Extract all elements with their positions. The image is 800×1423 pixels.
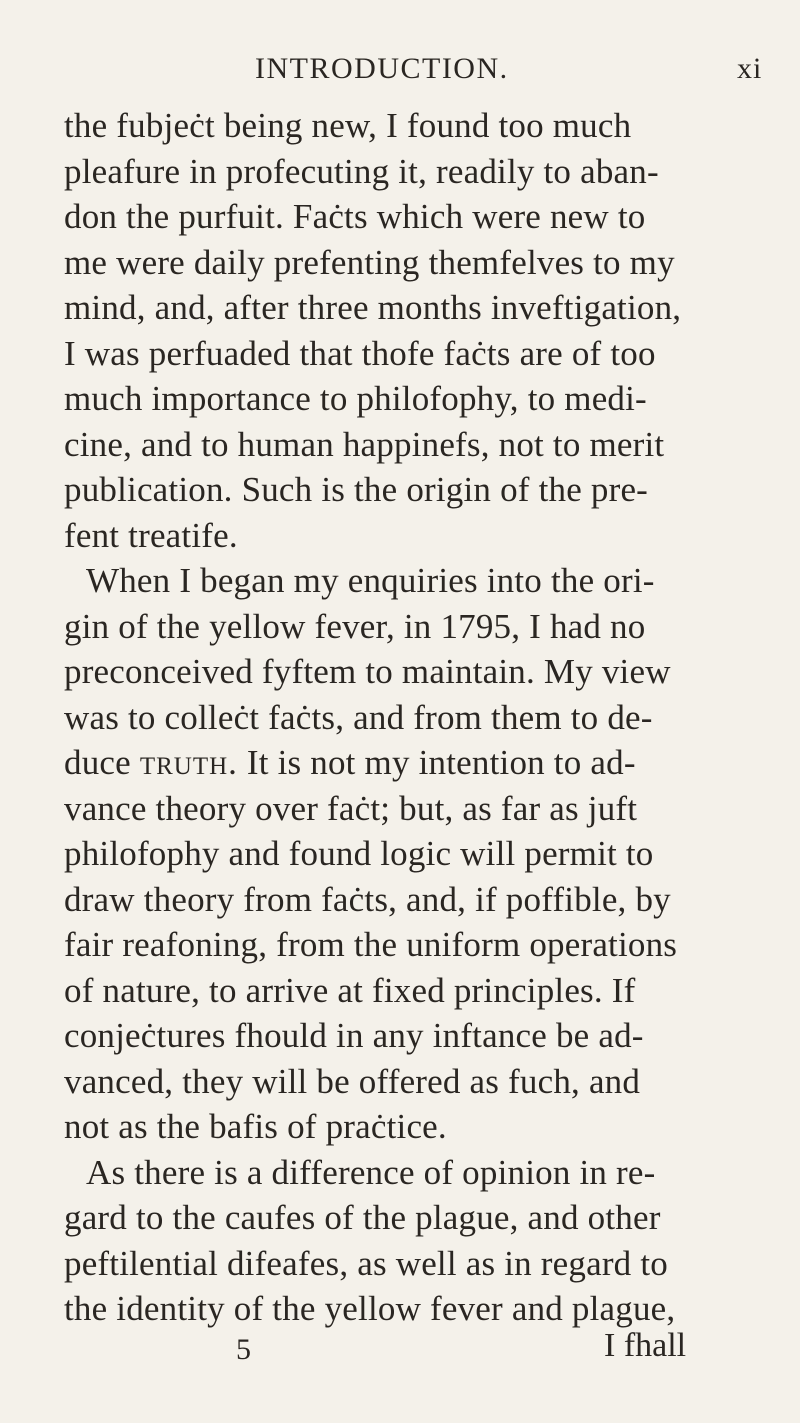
text-line: fair reafoning, from the uniform operations (64, 925, 678, 964)
text-line: vance theory over faċt; but, as far as juft (64, 788, 638, 828)
small-caps-word: truth. (139, 743, 238, 782)
text-line: philofophy and found logic will permit to (64, 834, 654, 873)
text-line: fent treatife. (64, 515, 238, 555)
running-head: INTRODUCTION. (255, 52, 509, 85)
page-number: xi (737, 52, 763, 85)
text-line: the fubjeċt being new, I found too much (64, 106, 632, 145)
text-fragment: It is not my intention to ad- (237, 743, 636, 782)
text-line: When I began my enquiries into the ori- (86, 561, 655, 600)
text-line: don the purfuit. Faċts which were new to (64, 197, 646, 236)
text-line: cine, and to human happinefs, not to merit (64, 424, 665, 464)
text-line: of nature, to arrive at fixed principles. If (64, 970, 636, 1010)
text-line: gard to the caufes of the plague, and other (64, 1198, 661, 1237)
text-fragment: duce (64, 743, 140, 782)
text-line: preconceived fyftem to maintain. My view (64, 652, 671, 691)
text-line: much importance to philofophy, to medi- (64, 379, 647, 418)
text-line: not as the bafis of praċtice. (64, 1107, 447, 1146)
text-line: was to colleċt faċts, and from them to de- (64, 697, 653, 737)
text-line (64, 740, 744, 786)
text-line: vanced, they will be offered as fuch, and (64, 1061, 641, 1101)
text-line: peftilential difeafes, as well as in regard to (64, 1243, 668, 1283)
text-line: mind, and, after three months inveftigation, (64, 288, 682, 327)
text-line: I was perfuaded that thofe faċts are of too (64, 333, 656, 373)
body-text (64, 103, 744, 1332)
text-line: draw theory from faċts, and, if poffible, by (64, 879, 671, 919)
text-line: As there is a difference of opinion in re- (86, 1152, 656, 1192)
signature-mark: 5 (236, 1333, 251, 1366)
text-line: the identity of the yellow fever and plague, (64, 1289, 676, 1328)
text-line: gin of the yellow fever, in 1795, I had no (64, 606, 646, 646)
text-line: conjeċtures fhould in any inftance be ad- (64, 1016, 644, 1055)
text-line: me were daily prefenting themfelves to my (64, 242, 675, 282)
text-line: publication. Such is the origin of the pre- (64, 470, 649, 509)
catchword: I fhall (604, 1327, 687, 1364)
text-line: pleafure in profecuting it, readily to aban- (64, 151, 659, 191)
